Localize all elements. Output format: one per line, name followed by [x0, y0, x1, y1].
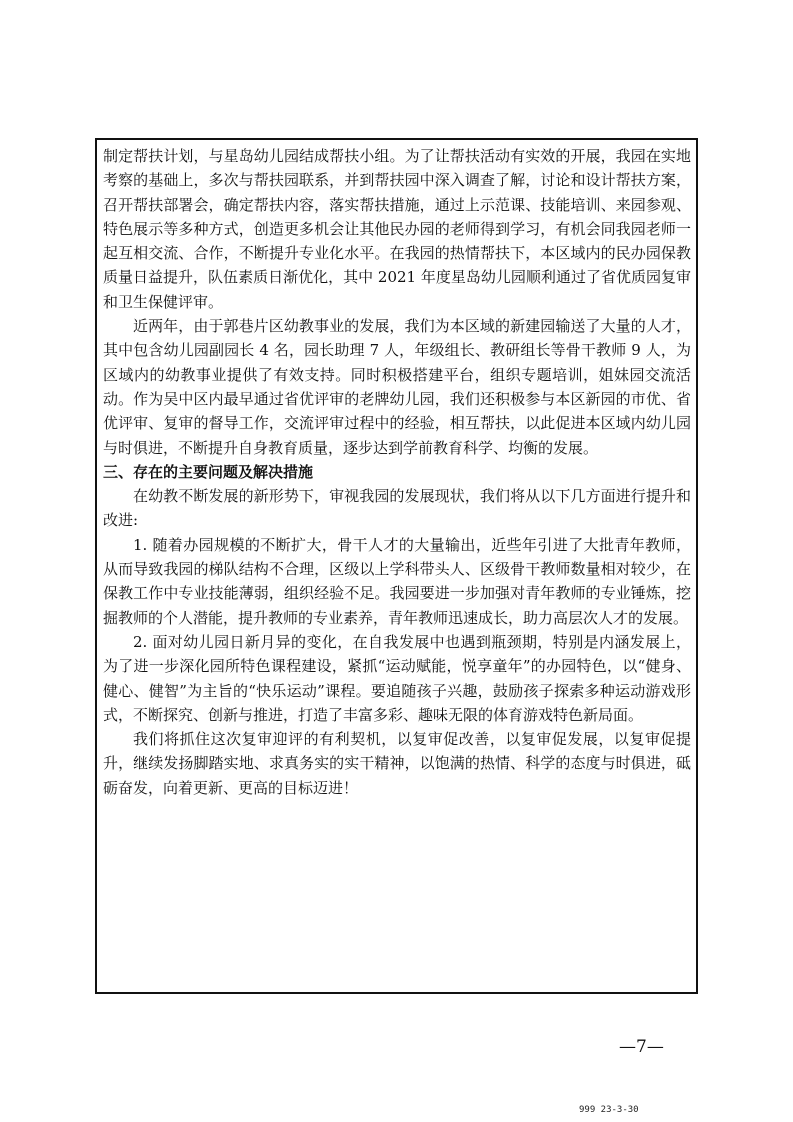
paragraph-intro: 在幼教不断发展的新形势下，审视我园的发展现状，我们将从以下几方面进行提升和改进:: [103, 487, 691, 530]
print-code: 999 23-3-30: [579, 1105, 639, 1115]
closing-paragraph: 我们将抓住这次复审迎评的有利契机，以复审促改善，以复审促发展，以复审促提升，继续发扬脚踏实地、求真务实的实干精神，以饱满的热情、科学的态度与时俱进，砥砺奋发，向着更新、更高的目标迈进！: [103, 730, 691, 797]
problem-item-2: 2. 面对幼儿园日新月异的变化，在自我发展中也遇到瓶颈期，特别是内涵发展上，为了进一步深化园所特色课程建设，紧抓“运动赋能，悦享童年”的办园特色，以“健身、健心、健智”为主旨的“快乐运动”课程。要追随孩子兴趣，鼓励孩子探索多种运动游戏形式，不断探究、创新与推进，打造了丰富多彩、趣味无限的体育游戏特色新局面。: [103, 632, 691, 724]
document-body: [103, 144, 691, 800]
problem-item-1: 1. 随着办园规模的不断扩大，骨干人才的大量输出，近些年引进了大批青年教师，从而导致我园的梯队结构不合理，区级以上学科带头人、区级骨干教师数量相对较少，在保教工作中专业技能薄弱，组织经验不足。我园要进一步加强对青年教师的专业锤炼，挖掘教师的个人潜能，提升教师的专业素养，青年教师迅速成长，助力高层次人才的发展。: [103, 535, 691, 627]
page-number: —7—: [619, 1037, 664, 1057]
paragraph-talent-output: 近两年，由于郭巷片区幼教事业的发展，我们为本区域的新建园输送了大量的人才，其中包含幼儿园副园长 4 名，园长助理 7 人，年级组长、教研组长等骨干教师 9 人，为区域内的幼教事业提供了有效支持。同时积极搭建平台，组织专题培训，姐妹园交流活动。作为吴中区内最早通过省优评审的老牌幼儿园，我们还积极参与本区新园的市优、省优评审、复审的督导工作，交流评审过程中的经验，相互帮扶，以此促进本区域内幼儿园与时俱进，不断提升自身教育质量，逐步达到学前教育科学、均衡的发展。: [103, 317, 691, 457]
section-heading: 三、存在的主要问题及解决措施: [103, 462, 314, 481]
continued-paragraph: 制定帮扶计划，与星岛幼儿园结成帮扶小组。为了让帮扶活动有实效的开展，我园在实地考察的基础上，多次与帮扶园联系，并到帮扶园中深入调查了解，讨论和设计帮扶方案，召开帮扶部署会，确定帮扶内容，落实帮扶措施，通过上示范课、技能培训、来园参观、特色展示等多种方式，创造更多机会让其他民办园的老师得到学习，有机会同我园老师一起互相交流、合作，不断提升专业化水平。在我园的热情帮扶下，本区域内的民办园保教质量日益提升，队伍素质日渐优化，其中 2021 年度星岛幼儿园顺利通过了省优质园复审和卫生保健评审。: [103, 147, 691, 311]
